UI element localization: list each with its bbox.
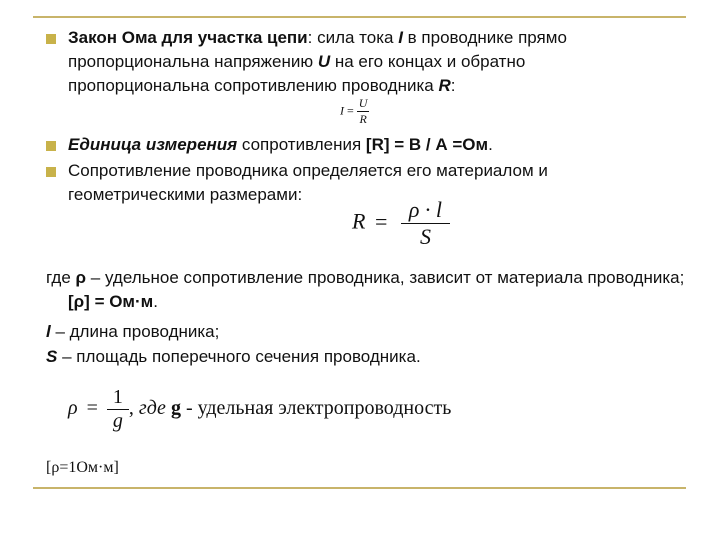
length-symbol: l	[46, 322, 51, 341]
resistance-symbol: R	[438, 76, 451, 95]
top-divider	[33, 16, 686, 18]
ohm-law-term: Закон Ома для участка цепи	[68, 28, 308, 47]
voltage-symbol: U	[317, 52, 331, 71]
rho-symbol: ρ	[75, 268, 87, 287]
rho-unit-note: [ρ=1Ом·м]	[46, 459, 119, 476]
ohm-law-formula: I = $\frac{U}{R}$	[340, 96, 368, 126]
unit-paragraph: Единица измерения сопротивления [R] = В / А =Ом.	[68, 135, 493, 154]
bullet-square	[46, 167, 56, 177]
area-symbol: S	[46, 347, 58, 366]
rho-definition: где ρ – удельное сопротивление проводника, зависит от материала проводника; [ρ] = Ом·м.	[46, 268, 685, 311]
length-definition: l – длина проводника;	[46, 322, 220, 341]
bottom-divider	[33, 487, 686, 489]
ohm-law-paragraph: Закон Ома для участка цепи: сила тока I в проводнике прямо пропорциональна напряжению U на его концах и обратно пропорциональна сопротивлению проводника R:	[68, 28, 567, 95]
unit-term: Единица измерения	[68, 135, 238, 154]
current-symbol: I	[398, 28, 403, 47]
rho-unit: [ρ] = Ом·м	[68, 292, 154, 311]
area-definition: S – площадь поперечного сечения проводника.	[46, 347, 421, 366]
conductivity-formula: ρ = $\frac{1}{g}$ , где g - удельная электропроводность	[68, 386, 452, 432]
bullet-square	[46, 141, 56, 151]
bullet-square	[46, 34, 56, 44]
resistance-paragraph: Сопротивление проводника определяется его материалом и геометрическими размерами:	[68, 161, 548, 204]
resistance-formula: R = $\frac{\rho \cdot l}{S}$	[352, 197, 450, 250]
resistance-unit: [R] = В / А =Ом	[365, 135, 489, 154]
